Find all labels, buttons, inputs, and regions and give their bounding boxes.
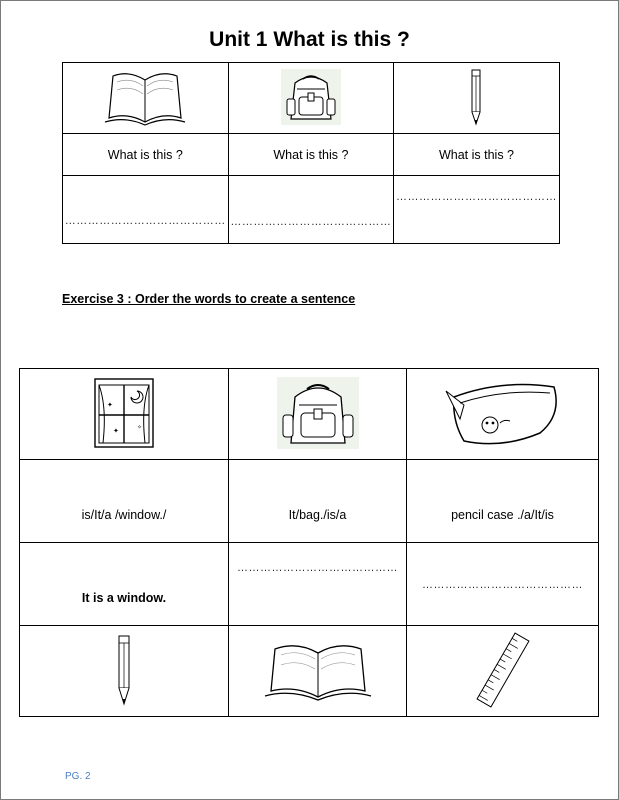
answer-cell[interactable]	[394, 176, 560, 244]
backpack-icon	[277, 377, 359, 449]
answer-cell[interactable]	[228, 176, 394, 244]
question-cell: What is this ?	[63, 134, 229, 176]
answer-line[interactable]: ……………………………………	[395, 190, 557, 203]
example-answer: It is a window.	[81, 591, 167, 605]
scrambled-sentence: It/bag./is/a	[229, 460, 407, 543]
open-book-icon	[103, 68, 187, 126]
pencil-icon	[116, 634, 132, 706]
image-cell	[228, 63, 394, 134]
scrambled-sentence: pencil case ./a/It/is	[407, 460, 599, 543]
window-icon	[93, 377, 155, 449]
exercise-heading: Exercise 3 : Order the words to create a sentence	[62, 292, 356, 306]
vocabulary-table	[62, 62, 560, 244]
answer-cell[interactable]	[20, 543, 229, 626]
pencil-icon	[469, 68, 483, 126]
image-cell	[407, 626, 599, 717]
page-title: Unit 1 What is this ?	[209, 28, 410, 51]
answer-line[interactable]: ……………………………………	[230, 215, 392, 228]
answer-cell[interactable]	[407, 543, 599, 626]
svg-text:✧: ✧	[137, 423, 143, 431]
open-book-icon	[263, 639, 373, 701]
image-cell	[407, 369, 599, 460]
scrambled-sentence: is/It/a /window./	[20, 460, 229, 543]
ruler-icon	[473, 630, 533, 710]
backpack-icon	[281, 69, 341, 125]
image-cell	[229, 626, 407, 717]
answer-line[interactable]: ……………………………………	[422, 579, 583, 591]
question-cell: What is this ?	[228, 134, 394, 176]
image-cell	[229, 369, 407, 460]
answer-line[interactable]: ……………………………………	[64, 214, 226, 227]
svg-text:✦: ✦	[107, 400, 113, 409]
image-cell	[63, 63, 229, 134]
image-cell	[20, 369, 229, 460]
exercise-table	[19, 368, 599, 717]
question-cell: What is this ?	[394, 134, 560, 176]
image-cell	[394, 63, 560, 134]
answer-line[interactable]: ……………………………………	[237, 562, 398, 574]
svg-text:✦: ✦	[113, 426, 119, 435]
page-number: PG. 2	[65, 771, 91, 782]
answer-cell[interactable]	[229, 543, 407, 626]
pencil-case-icon	[442, 375, 564, 451]
image-cell	[20, 626, 229, 717]
answer-cell[interactable]	[63, 176, 229, 244]
